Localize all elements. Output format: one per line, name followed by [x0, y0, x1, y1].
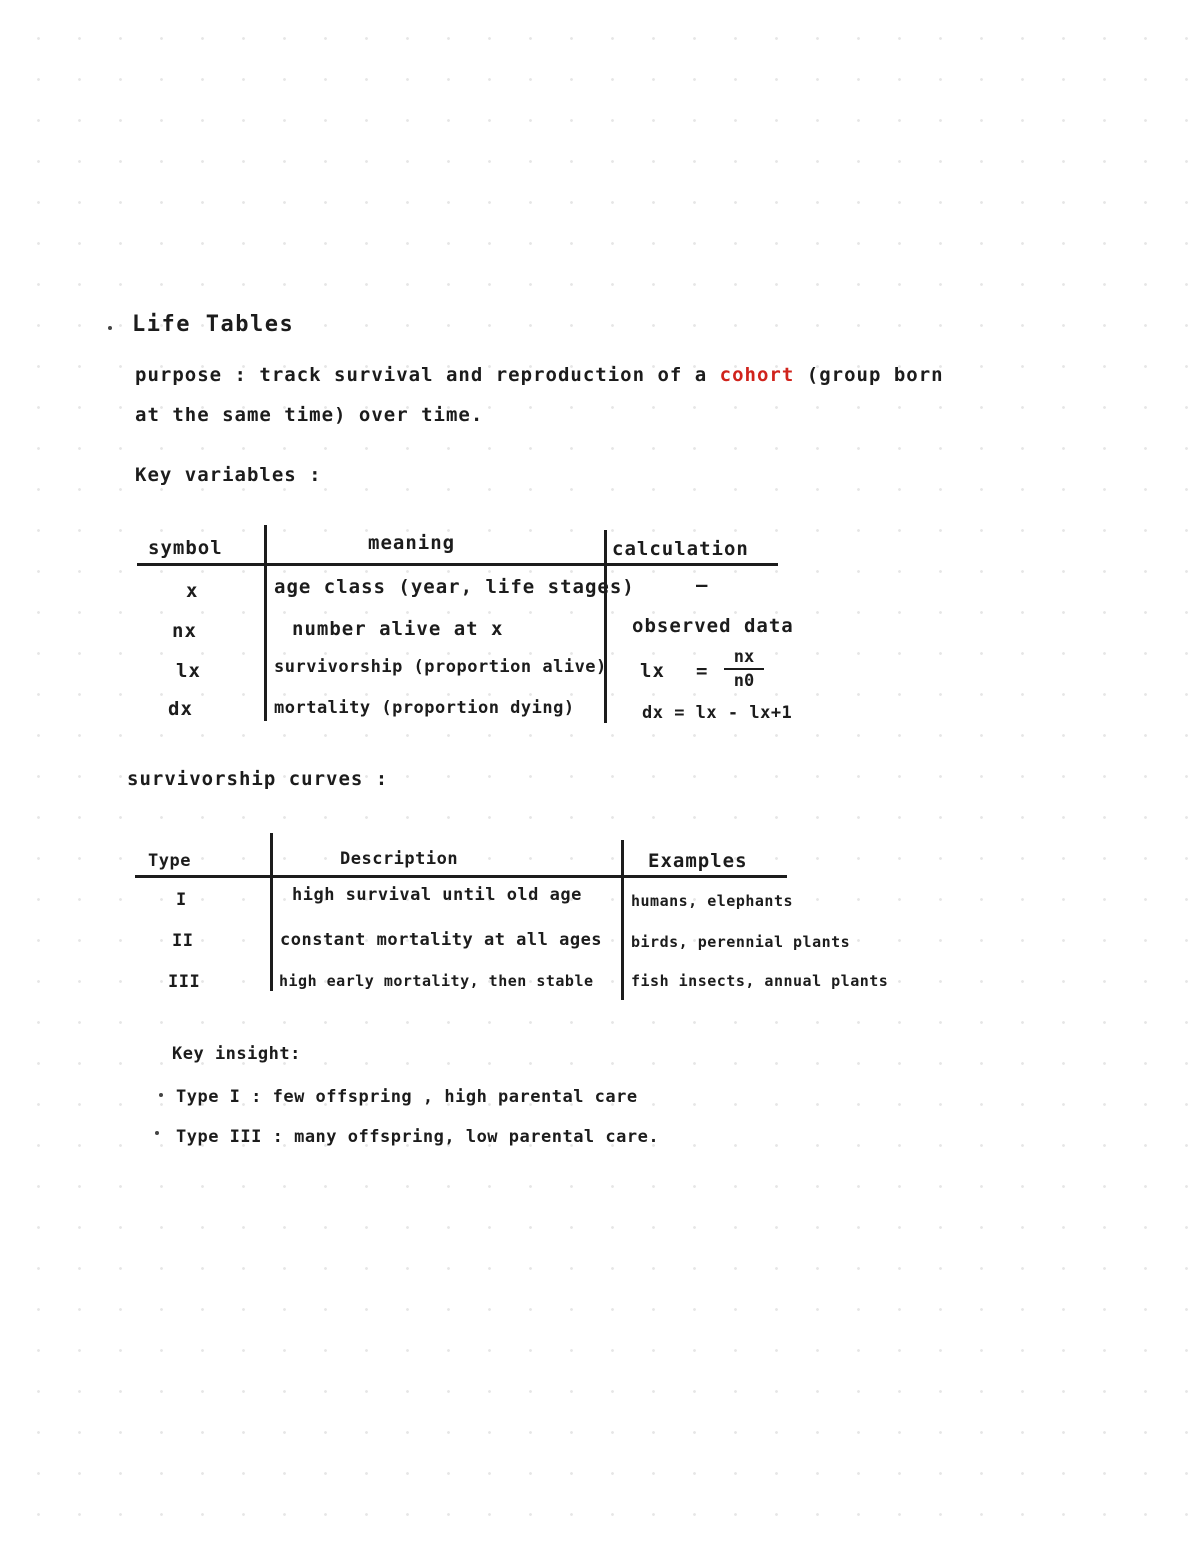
examples-type-2: birds, perennial plants	[631, 933, 851, 951]
calc-dx: dx = lx - lx+1	[642, 703, 793, 723]
calc-x: —	[696, 574, 709, 596]
header-symbol: symbol	[148, 537, 223, 559]
bullet-dot	[108, 326, 112, 330]
fraction-denominator: n0	[733, 671, 755, 691]
survivorship-heading: survivorship curves :	[127, 768, 389, 790]
header-meaning: meaning	[368, 532, 456, 554]
calc-lx-lhs: lx	[640, 660, 665, 682]
purpose-line-1	[135, 364, 944, 386]
fraction-bar	[724, 668, 764, 670]
purpose-label: purpose :	[135, 364, 247, 386]
header-calculation: calculation	[612, 538, 749, 560]
purpose-text-after: (group born	[806, 364, 944, 386]
key-variables-heading: Key variables :	[135, 464, 322, 486]
meaning-lx: survivorship (proportion alive)	[274, 657, 607, 677]
insight-item-1: Type I : few offspring , high parental care	[176, 1087, 638, 1107]
column-divider-1	[264, 525, 267, 721]
symbol-nx: nx	[172, 620, 197, 642]
type-3: III	[168, 972, 201, 992]
fraction-numerator: nx	[733, 647, 755, 667]
meaning-nx: number alive at x	[292, 618, 504, 640]
header-type: Type	[148, 851, 191, 871]
purpose-line-2: at the same time) over time.	[135, 404, 484, 426]
description-type-3: high early mortality, then stable	[279, 972, 594, 990]
symbol-dx: dx	[168, 698, 193, 720]
examples-type-1: humans, elephants	[631, 892, 794, 910]
insight-item-2: Type III : many offspring, low parental care.	[176, 1127, 660, 1147]
header-examples: Examples	[648, 850, 748, 872]
cohort-highlight: cohort	[719, 364, 795, 386]
column-divider-1	[270, 833, 273, 991]
examples-type-3: fish insects, annual plants	[631, 972, 889, 990]
calc-nx: observed data	[632, 615, 794, 637]
description-type-2: constant mortality at all ages	[280, 930, 603, 950]
description-type-1: high survival until old age	[292, 885, 582, 905]
column-divider-2	[604, 530, 607, 723]
insight-heading: Key insight:	[172, 1044, 301, 1064]
bullet-dot	[159, 1093, 163, 1097]
meaning-x: age class (year, life stages)	[274, 576, 635, 598]
calc-lx-fraction	[724, 647, 764, 691]
calc-lx-equals: =	[696, 660, 709, 682]
column-divider-2	[621, 840, 624, 1000]
page-title: Life Tables	[132, 312, 295, 337]
bullet-dot	[155, 1131, 159, 1135]
symbol-x: x	[186, 580, 199, 602]
type-2: II	[172, 931, 194, 951]
type-1: I	[176, 890, 187, 910]
header-description: Description	[340, 849, 459, 869]
symbol-lx: lx	[176, 660, 201, 682]
purpose-text-before: track survival and reproduction of a	[259, 364, 708, 386]
header-divider	[135, 875, 787, 878]
header-divider	[137, 563, 778, 566]
meaning-dx: mortality (proportion dying)	[274, 698, 575, 718]
